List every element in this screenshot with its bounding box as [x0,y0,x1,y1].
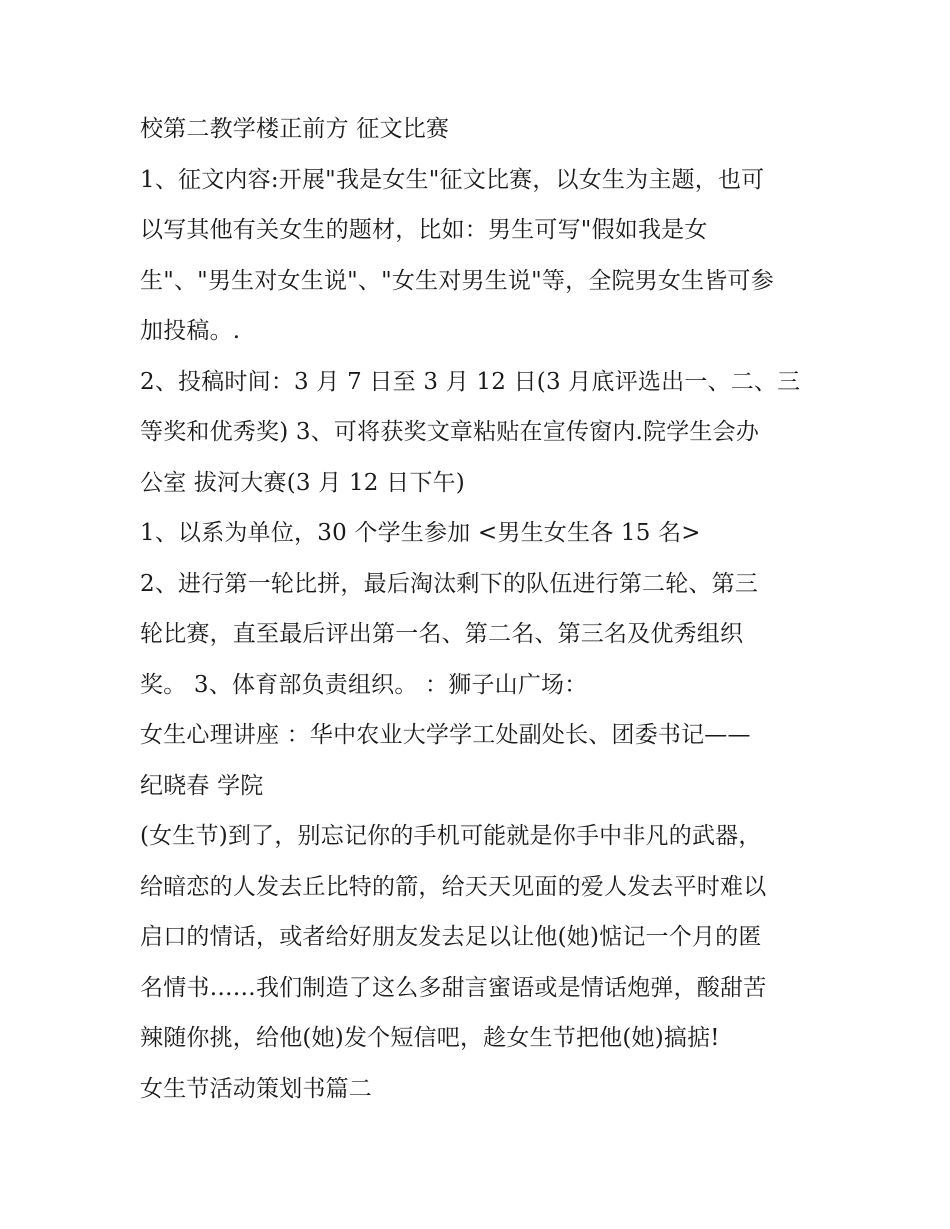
text-line: 辣随你挑，给他(她)发个短信吧，趁女生节把他(她)搞掂! [140,1025,720,1051]
document-body [140,104,840,1114]
text-line: (女生节)到了，别忘记你的手机可能就是你手中非凡的武器， [140,823,762,849]
text-line: 奖。 3、体育部负责组织。 ：狮子山广场： [140,671,588,698]
text-line: 等奖和优秀奖) 3、可将获奖文章粘贴在宣传窗内.院学生会办 [140,419,760,445]
text-line: 名情书……我们制造了这么多甜言蜜语或是情话炮弹，酸甜苦 [140,974,767,1001]
text-line: 生"、"男生对女生说"、"女生对男生说"等，全院男女生皆可参 [140,267,774,294]
text-line: 加投稿。. [140,318,241,344]
text-line: 给暗恋的人发去丘比特的箭，给天天见面的爱人发去平时难以 [140,873,767,900]
text-line: 纪晓春 学院 [140,772,264,799]
text-line: 1、征文内容:开展"我是女生"征文比赛，以女生为主题，也可 [140,166,765,193]
text-line: 2、投稿时间：3 月 7 日至 3 月 12 日(3 月底评选出一、二、三 [140,368,801,395]
text-line: 以写其他有关女生的题材，比如：男生可写"假如我是女 [140,217,708,243]
text-line: 公室 拔河大赛(3 月 12 日下午) [140,469,465,496]
section-heading: 女生节活动策划书篇二 [140,1075,372,1102]
text-line: 1、以系为单位，30 个学生参加 <男生女生各 15 名> [140,520,701,546]
text-line: 校第二教学楼正前方 征文比赛 [140,116,450,142]
text-line: 2、进行第一轮比拼，最后淘汰剩下的队伍进行第二轮、第三 [140,570,759,597]
text-line: 女生心理讲座 ：华中农业大学学工处副处长、团委书记—— [140,722,751,748]
text-line: 启口的情话，或者给好朋友发去足以让他(她)惦记一个月的匿 [140,924,762,950]
text-line: 轮比赛，直至最后评出第一名、第二名、第三名及优秀组织 [140,621,744,647]
